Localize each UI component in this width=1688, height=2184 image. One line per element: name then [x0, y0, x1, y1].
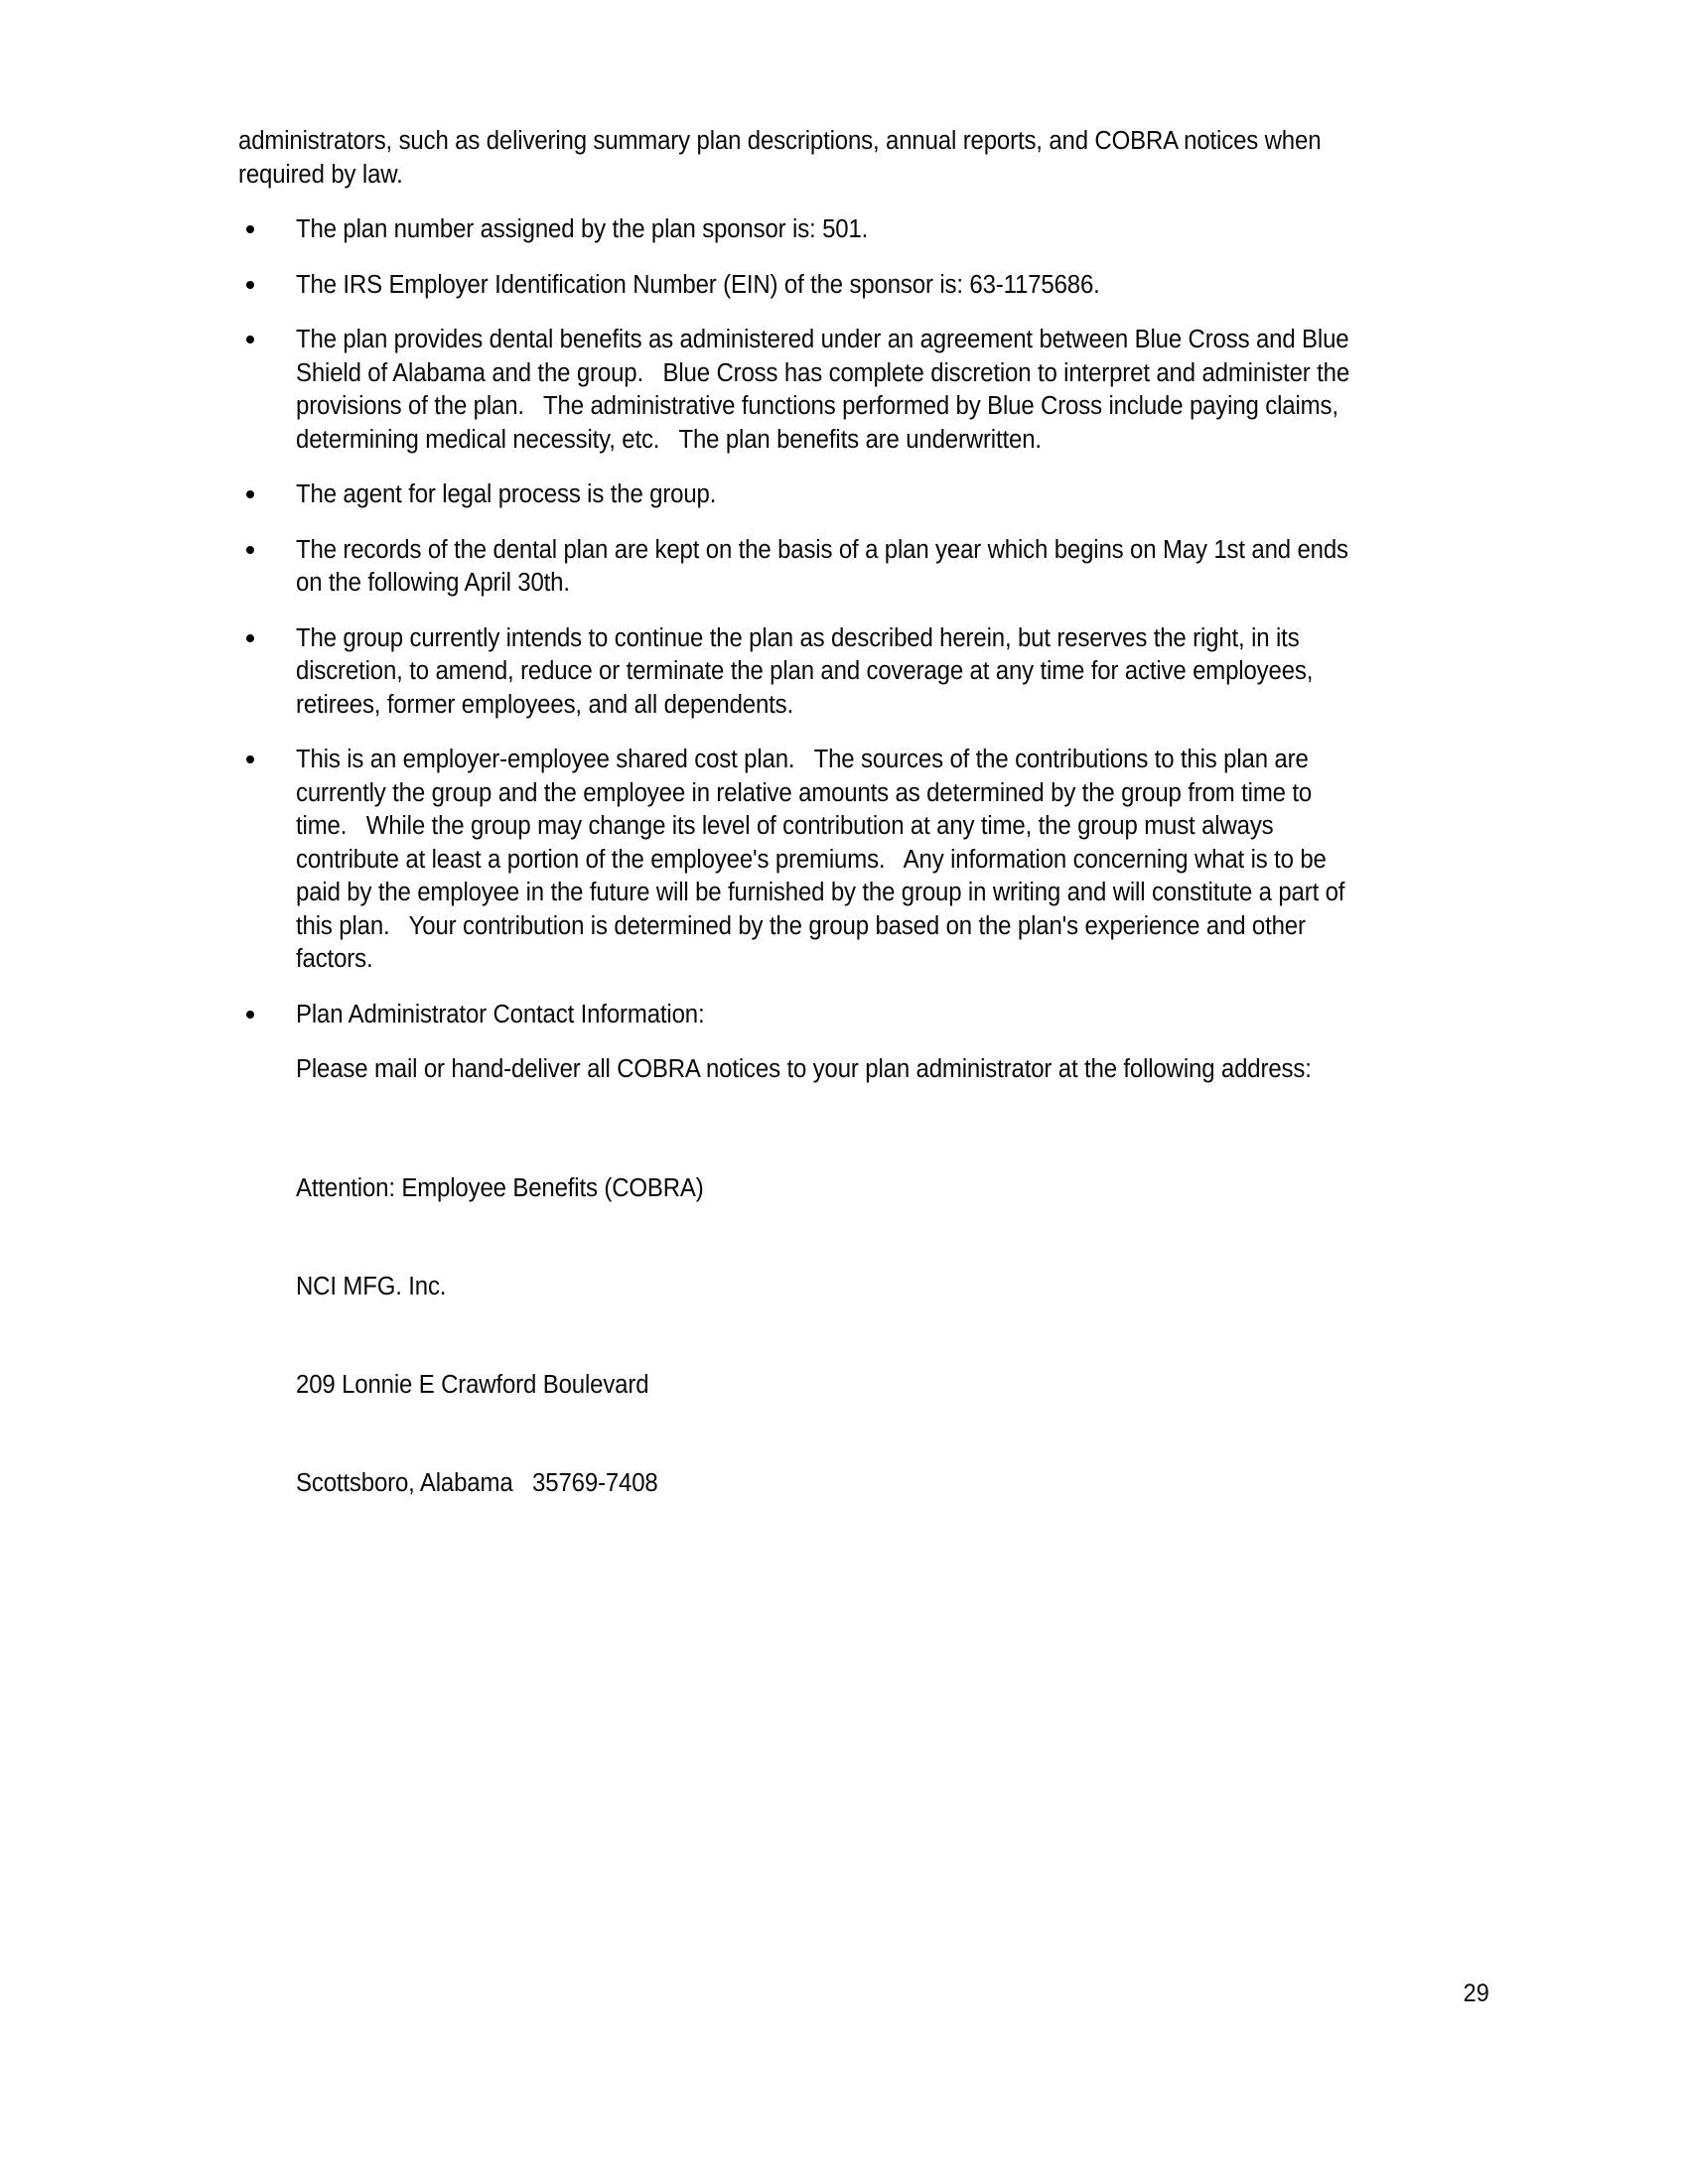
lead-paragraph: administrators, such as delivering summary plan descriptions, annual reports, and COBRA notices when required by law. — [238, 127, 1328, 189]
list-item — [238, 269, 1420, 303]
list-item — [238, 534, 1420, 601]
address-line-city-state-zip: Scottsboro, Alabama 35769-7408 — [296, 1468, 658, 1497]
list-item-text: The records of the dental plan are kept on the basis of a plan year which begins on May 1st and ends on the following April 30th. — [296, 535, 1355, 597]
list-item-text: The plan provides dental benefits as administered under an agreement between Blue Cross and Blue Shield of Alabama and the group. Blue Cross has complete discretion to interpret and administer the provisions of the plan. The administrative functions performed by Blue Cross include paying claims, determining medical necessity, etc. The plan benefits are underwritten. — [296, 326, 1356, 454]
list-item — [238, 324, 1420, 457]
plan-provisions-list — [238, 213, 1430, 1031]
bullet-point-icon — [246, 336, 254, 343]
bullet-point-icon — [246, 281, 254, 289]
address-line-attention: Attention: Employee Benefits (COBRA) — [296, 1173, 704, 1202]
list-item-text: Plan Administrator Contact Information: — [296, 1000, 705, 1028]
bullet-point-icon — [246, 225, 254, 233]
list-item-text: The group currently intends to continue the plan as described herein, but reserves the right, in its discretion, to amend, reduce or terminate the plan and coverage at any time for active employees, retirees, former employees, and all dependents. — [296, 623, 1320, 719]
bullet-point-icon — [246, 546, 254, 554]
address-line-street: 209 Lonnie E Crawford Boulevard — [296, 1370, 649, 1399]
list-item — [238, 744, 1420, 977]
plan-administrator-address — [296, 1107, 1136, 1566]
list-item-text: The plan number assigned by the plan sponsor is: 501. — [296, 215, 869, 243]
bullet-point-icon — [246, 490, 254, 498]
list-item — [238, 478, 1420, 512]
page-content — [238, 125, 1430, 1566]
list-item-text: The agent for legal process is the group. — [296, 480, 717, 508]
page-number: 29 — [1463, 1979, 1489, 2007]
list-item — [238, 622, 1420, 723]
bullet-point-icon — [246, 634, 254, 642]
contact-instruction-paragraph: Please mail or hand-deliver all COBRA notices to your plan administrator at the following address: — [296, 1055, 1312, 1083]
list-item-text: The IRS Employer Identification Number (EIN) of the sponsor is: 63-1175686. — [296, 270, 1100, 299]
list-item — [238, 213, 1420, 247]
address-line-company: NCI MFG. Inc. — [296, 1272, 447, 1300]
list-item-text: This is an employer-employee shared cost plan. The sources of the contributions to this plan are currently the group and the employee in relative amounts as determined by the group from time to time. While the group may change its level of contribution at any time, the group must always contribute at least a portion of the employee's premiums. Any information concerning what is to be paid by the employee in the future will be furnished by the group in writing and will constitute a part of this plan. Your contribution is determined by the group based on the plan's experience and other factors. — [296, 746, 1351, 973]
bullet-point-icon — [246, 1011, 254, 1019]
list-item-plan-administrator-contact — [238, 999, 1420, 1032]
bullet-point-icon — [246, 755, 254, 763]
